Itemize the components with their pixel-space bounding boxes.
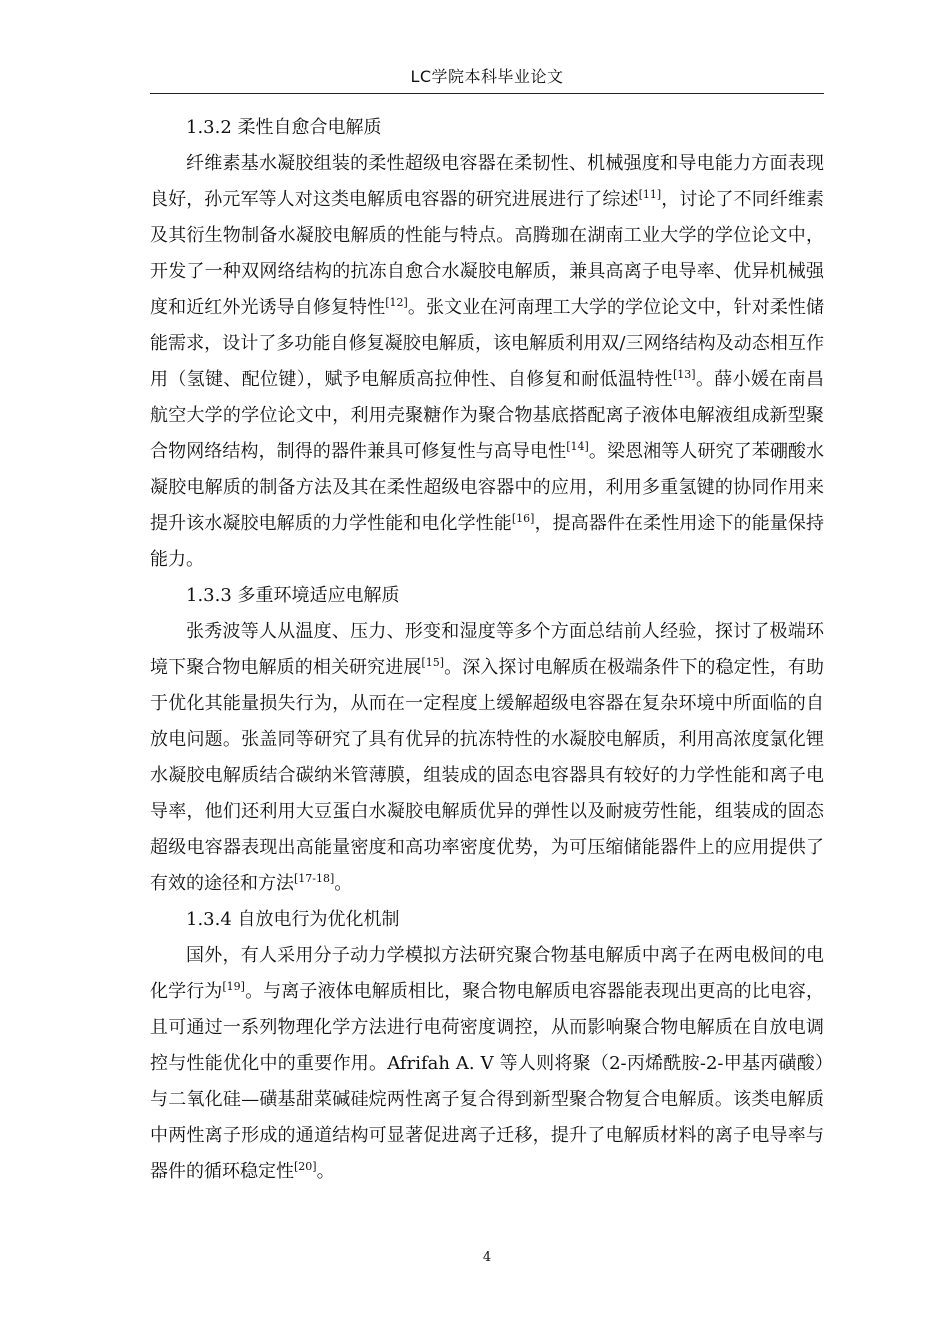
citation-ref: [12] [385, 296, 408, 309]
paragraph-text: 。 [316, 1161, 335, 1182]
section-paragraph [150, 614, 824, 902]
paragraph-text: 国外，有人采用分子动力学模拟方法研究聚合物基电解质中离子在两电极间的电化学行为 [150, 945, 824, 1002]
paragraph-text: 。与离子液体电解质相比，聚合物电解质电容器能表现出更高的比电容，且可通过一系列物理化学方法进行电荷密度调控，从而影响聚合物电解质在自放电调控与性能优化中的重要作用。Afrifah A. V 等人则将聚（2-丙烯酰胺-2-甲基丙磺酸）与二氧化硅—磺基甜菜碱硅烷两性离子复合得到新型聚合物复合电解质。该类电解质中两性离子形成的通道结构可显著促进离子迁移，提升了电解质材料的离子电导率与器件的循环稳定性 [150, 981, 825, 1182]
section-heading: 1.3.4 自放电行为优化机制 [186, 909, 400, 930]
section-paragraph [150, 146, 824, 578]
page-header [150, 0, 824, 94]
paragraph-text: 。 [334, 873, 353, 894]
paragraph-text: 纤维素基水凝胶组装的柔性超级电容器在柔韧性、机械强度和导电能力方面表现良好，孙元军等人对这类电解质电容器的研究进展进行了综述 [150, 153, 824, 210]
paragraph-text: ，讨论了不同纤维素及其衍生物制备水凝胶电解质的性能与特点。高腾珈在湖南工业大学的学位论文中，开发了一种双网络结构的抗冻自愈合水凝胶电解质，兼具高离子电导率、优异机械强度和近红外光诱导自修复特性 [150, 189, 825, 318]
paragraph-text: 。薛小媛在南昌航空大学的学位论文中，利用壳聚糖作为聚合物基底搭配离子液体电解液组成新型聚合物网络结构，制得的器件兼具可修复性与高导电性 [150, 369, 825, 462]
citation-ref: [16] [511, 512, 535, 525]
header-title: LC学院本科毕业论文 [410, 67, 564, 86]
section-paragraph [150, 938, 824, 1190]
citation-ref: [13] [673, 368, 696, 381]
paragraph-text: 。张文业在河南理工大学的学位论文中，针对柔性储能需求，设计了多功能自修复凝胶电解质，该电解质利用双/三网络结构及动态相互作用（氢键、配位键），赋予电解质高拉伸性、自修复和耐低温特性 [150, 297, 825, 390]
citation-ref: [20] [294, 1160, 317, 1173]
citation-ref: [19] [222, 980, 245, 993]
section-heading: 1.3.3 多重环境适应电解质 [186, 585, 400, 606]
section-heading: 1.3.2 柔性自愈合电解质 [186, 117, 382, 138]
paragraph-text: ，提高器件在柔性用途下的能量保持能力。 [150, 513, 824, 570]
paragraph-text: 。梁恩湘等人研究了苯硼酸水凝胶电解质的制备方法及其在柔性超级电容器中的应用，利用多重氢键的协同作用来提升该水凝胶电解质的力学性能和电化学性能 [150, 441, 825, 534]
page-number: 4 [482, 1250, 492, 1265]
citation-ref: [11] [638, 188, 662, 201]
paragraph-text: 张秀波等人从温度、压力、形变和湿度等多个方面总结前人经验，探讨了极端环境下聚合物电解质的相关研究进展 [150, 621, 824, 678]
citation-ref: [14] [566, 440, 589, 453]
citation-ref: [15] [421, 656, 445, 669]
paragraph-text: 。深入探讨电解质在极端条件下的稳定性，有助于优化其能量损失行为，从而在一定程度上缓解超级电容器在复杂环境中所面临的自放电问题。张盖同等研究了具有优异的抗冻特性的水凝胶电解质，利用高浓度氯化锂水凝胶电解质结合碳纳米管薄膜，组装成的固态电容器具有较好的力学性能和离子电导率，他们还利用大豆蛋白水凝胶电解质优异的弹性以及耐疲劳性能，组装成的固态超级电容器表现出高能量密度和高功率密度优势，为可压缩储能器件上的应用提供了有效的途径和方法 [150, 657, 825, 894]
citation-ref: [17-18] [294, 872, 335, 885]
body-text [150, 110, 824, 1190]
